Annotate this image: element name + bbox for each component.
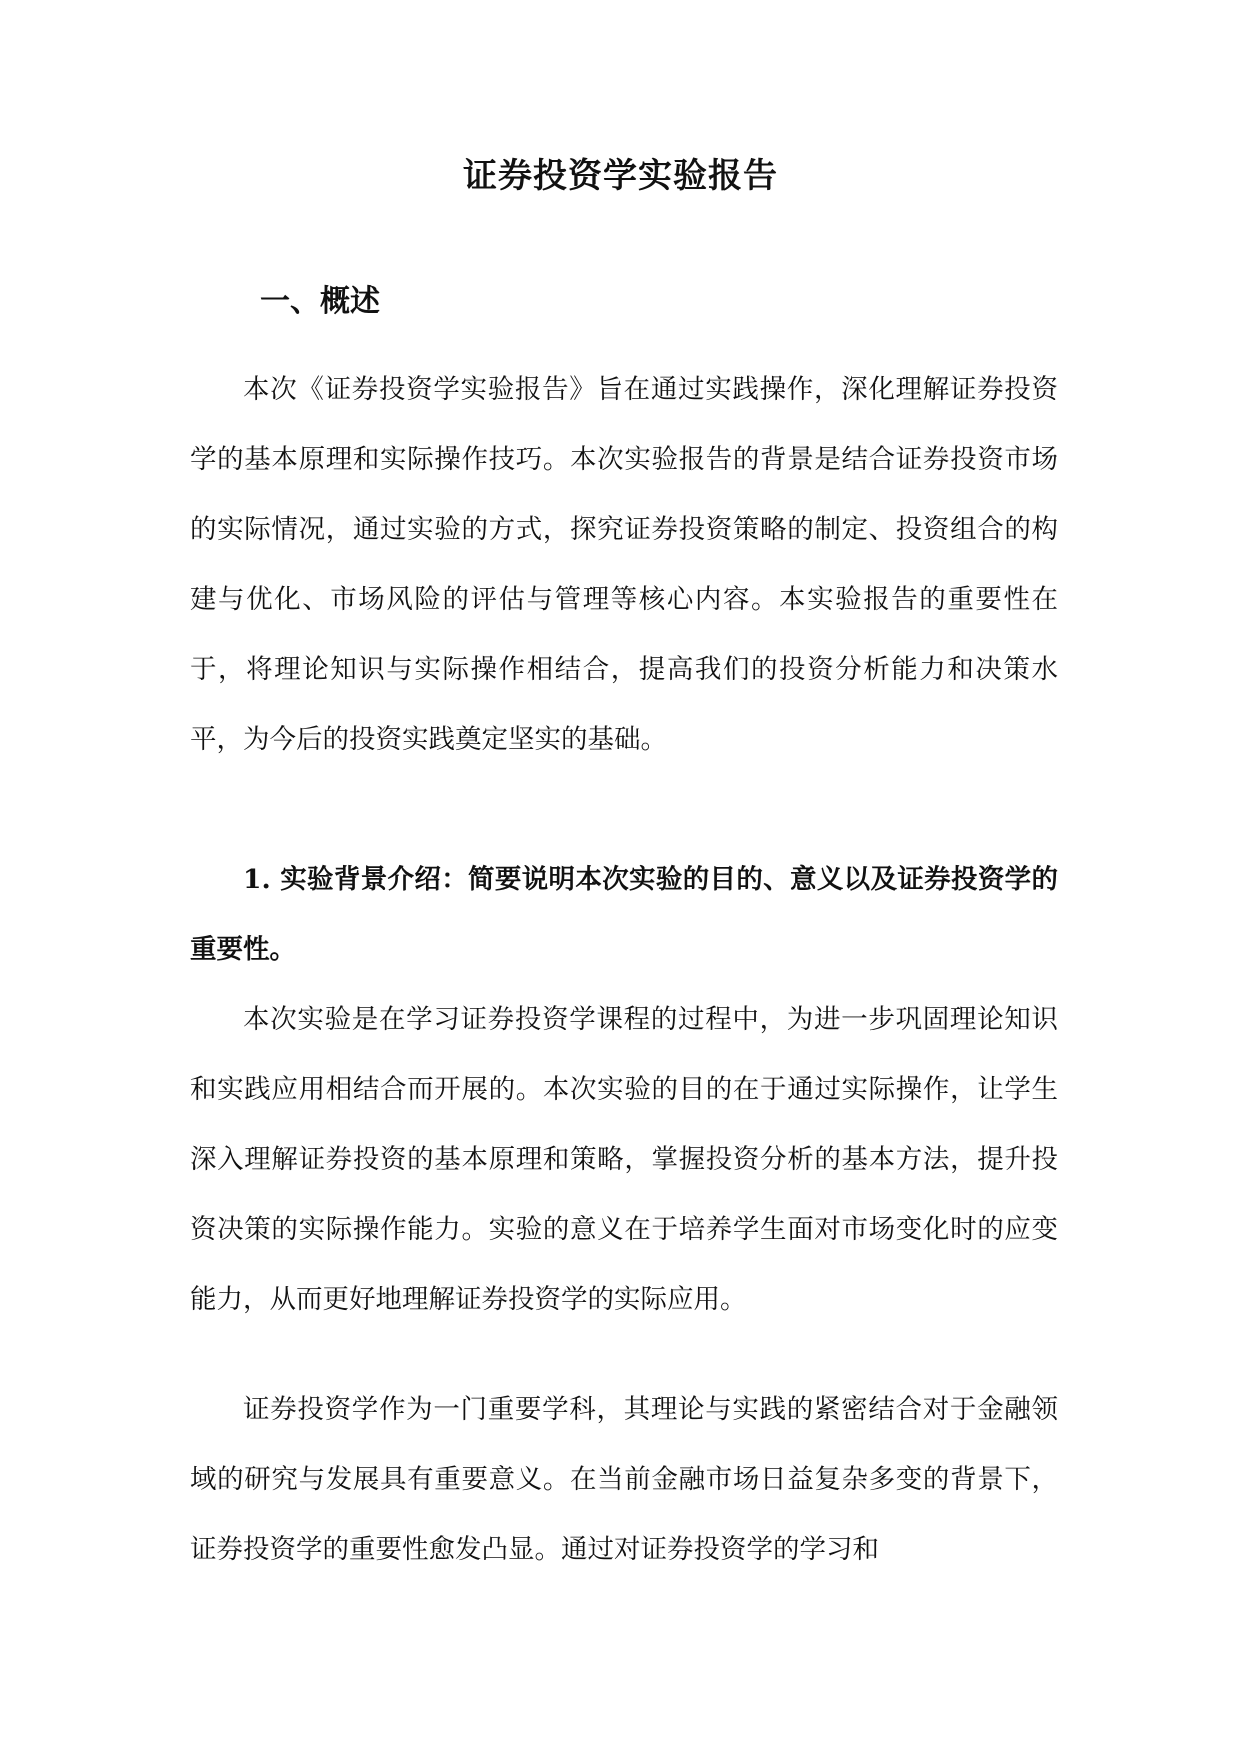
subheading-experiment-background: 1. 实验背景介绍：简要说明本次实验的目的、意义以及证券投资学的重要性。 — [190, 864, 1058, 965]
paragraph-experiment-purpose: 本次实验是在学习证券投资学课程的过程中，为进一步巩固理论知识和实践应用相结合而开展的。本次实验的目的在于通过实际操作，让学生深入理解证券投资的基本原理和策略，掌握投资分析的基本方法，提升投资决策的实际操作能力。实验的意义在于培养学生面对市场变化时的应变能力，从而更好地理解证券投资学的实际应用。 — [190, 1004, 1058, 1315]
section-heading-overview: 一、概述 — [260, 284, 380, 319]
document-title: 证券投资学实验报告 — [463, 156, 778, 196]
paragraph-importance: 证券投资学作为一门重要学科，其理论与实践的紧密结合对于金融领域的研究与发展具有重要意义。在当前金融市场日益复杂多变的背景下，证券投资学的重要性愈发凸显。通过对证券投资学的学习和 — [190, 1394, 1058, 1565]
paragraph-overview: 本次《证券投资学实验报告》旨在通过实践操作，深化理解证券投资学的基本原理和实际操作技巧。本次实验报告的背景是结合证券投资市场的实际情况，通过实验的方式，探究证券投资策略的制定、投资组合的构建与优化、市场风险的评估与管理等核心内容。本实验报告的重要性在于，将理论知识与实际操作相结合，提高我们的投资分析能力和决策水平，为今后的投资实践奠定坚实的基础。 — [190, 374, 1058, 755]
